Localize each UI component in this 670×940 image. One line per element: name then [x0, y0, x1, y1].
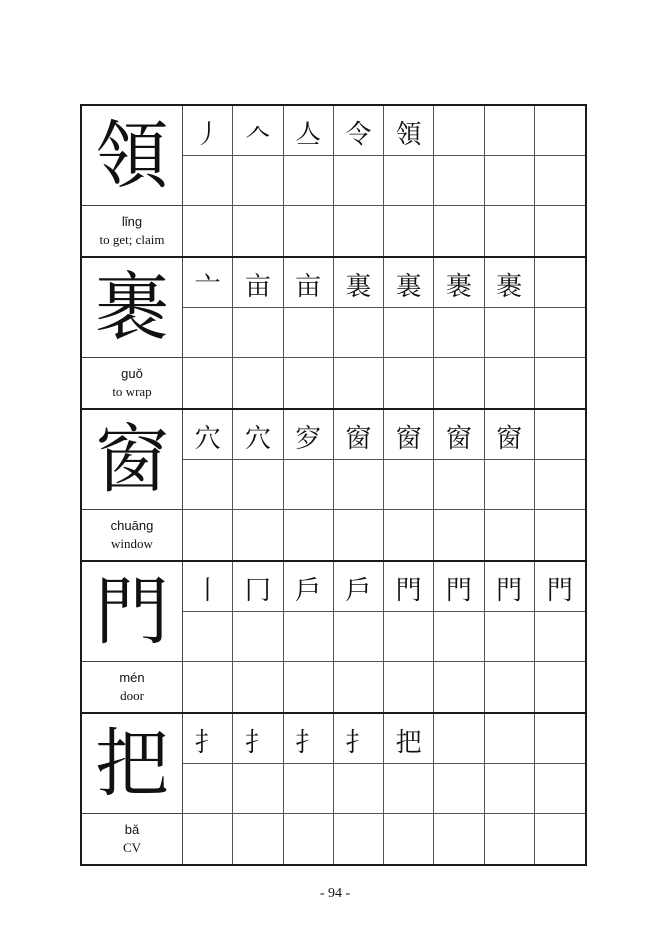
- stroke-order-cell: [384, 106, 434, 156]
- model-character: 領: [95, 112, 169, 199]
- practice-cell: [183, 612, 233, 662]
- practice-cell: [384, 308, 434, 358]
- character-block: [82, 410, 585, 562]
- stroke-step: 窗: [445, 424, 472, 454]
- stroke-order-cell: [233, 714, 283, 764]
- practice-cell: [183, 662, 233, 712]
- practice-cell: [434, 814, 484, 864]
- meaning: CV: [122, 840, 142, 855]
- practice-cell: [434, 662, 484, 712]
- stroke-order-cell: [384, 562, 434, 612]
- stroke-order-cell: [183, 106, 233, 156]
- stroke-step: 門: [496, 576, 523, 606]
- pinyin: lǐng: [121, 214, 143, 230]
- character-block: [82, 714, 585, 866]
- stroke-step: 亩: [295, 272, 322, 302]
- practice-cell: [384, 764, 434, 814]
- meaning: door: [120, 688, 144, 703]
- practice-cell: [183, 460, 233, 510]
- stroke-order-cell: [485, 258, 535, 308]
- stroke-step: 扌: [345, 728, 372, 758]
- label-cell: [82, 358, 183, 408]
- practice-cell: [183, 156, 233, 206]
- practice-cell: [284, 510, 334, 560]
- model-character: 把: [95, 720, 169, 807]
- practice-cell: [384, 814, 434, 864]
- practice-cell: [284, 156, 334, 206]
- practice-cell: [183, 206, 233, 256]
- character-block: [82, 258, 585, 410]
- stroke-step: 戶: [345, 576, 372, 606]
- stroke-step: 窗: [345, 424, 372, 454]
- practice-cell: [233, 662, 283, 712]
- stroke-order-cell: [434, 106, 484, 156]
- practice-cell: [233, 814, 283, 864]
- model-character-cell: [82, 410, 183, 510]
- stroke-order-cell: [434, 714, 484, 764]
- stroke-order-cell: [485, 562, 535, 612]
- stroke-order-cell: [334, 106, 384, 156]
- practice-cell: [535, 308, 585, 358]
- practice-cell: [334, 612, 384, 662]
- stroke-step: 門: [445, 576, 472, 606]
- practice-cell: [334, 814, 384, 864]
- pinyin: guǒ: [121, 366, 143, 382]
- stroke-step: 窗: [395, 424, 422, 454]
- stroke-order-cell: [334, 258, 384, 308]
- practice-cell: [434, 206, 484, 256]
- model-character-cell: [82, 258, 183, 358]
- practice-cell: [183, 764, 233, 814]
- practice-cell: [284, 764, 334, 814]
- stroke-order-cell: [183, 714, 233, 764]
- practice-cell: [434, 764, 484, 814]
- practice-cell: [334, 358, 384, 408]
- stroke-step: 裹: [496, 272, 523, 302]
- practice-cell: [384, 510, 434, 560]
- practice-cell: [384, 358, 434, 408]
- stroke-step: 扌: [244, 728, 271, 758]
- stroke-order-cell: [183, 258, 233, 308]
- practice-cell: [284, 460, 334, 510]
- stroke-step: 穸: [295, 424, 322, 454]
- practice-cell: [535, 156, 585, 206]
- practice-cell: [535, 460, 585, 510]
- practice-cell: [183, 814, 233, 864]
- pinyin: bǎ: [124, 822, 140, 838]
- stroke-step: 𠆢: [244, 120, 271, 150]
- practice-cell: [233, 156, 283, 206]
- model-character: 門: [95, 568, 169, 655]
- stroke-step: 亠: [194, 272, 221, 302]
- practice-cell: [334, 308, 384, 358]
- practice-cell: [434, 460, 484, 510]
- stroke-step: 亼: [295, 120, 322, 150]
- stroke-order-cell: [284, 714, 334, 764]
- label-cell: [82, 510, 183, 560]
- pinyin: mén: [119, 670, 145, 686]
- stroke-order-cell: [485, 714, 535, 764]
- practice-cell: [233, 308, 283, 358]
- practice-cell: [434, 510, 484, 560]
- stroke-order-cell: [434, 410, 484, 460]
- practice-cell: [183, 308, 233, 358]
- stroke-step: 裏: [395, 272, 422, 302]
- meaning: to wrap: [112, 384, 152, 399]
- stroke-step: 把: [395, 728, 422, 758]
- stroke-order-cell: [183, 410, 233, 460]
- practice-cell: [284, 814, 334, 864]
- stroke-order-cell: [334, 714, 384, 764]
- stroke-order-cell: [535, 106, 585, 156]
- stroke-order-cell: [535, 714, 585, 764]
- stroke-step: 扌: [295, 728, 322, 758]
- practice-cell: [384, 460, 434, 510]
- stroke-order-cell: [284, 562, 334, 612]
- label-cell: [82, 206, 183, 256]
- stroke-order-cell: [233, 258, 283, 308]
- stroke-order-cell: [284, 410, 334, 460]
- practice-cell: [535, 510, 585, 560]
- stroke-step: 亩: [244, 272, 271, 302]
- stroke-step: 穴: [244, 424, 271, 454]
- practice-sheet: [80, 104, 587, 866]
- practice-cell: [485, 156, 535, 206]
- label-cell: [82, 662, 183, 712]
- model-character-cell: [82, 562, 183, 662]
- meaning: window: [111, 536, 153, 551]
- stroke-order-cell: [535, 562, 585, 612]
- practice-cell: [535, 358, 585, 408]
- stroke-step: 扌: [194, 728, 221, 758]
- practice-cell: [334, 662, 384, 712]
- model-character-cell: [82, 714, 183, 814]
- stroke-step: 冂: [244, 576, 271, 606]
- practice-cell: [485, 662, 535, 712]
- stroke-order-cell: [434, 562, 484, 612]
- stroke-order-cell: [384, 714, 434, 764]
- practice-cell: [284, 308, 334, 358]
- practice-cell: [384, 156, 434, 206]
- stroke-step: 裹: [445, 272, 472, 302]
- practice-cell: [485, 510, 535, 560]
- character-block: [82, 106, 585, 258]
- practice-cell: [535, 206, 585, 256]
- practice-cell: [334, 156, 384, 206]
- practice-cell: [485, 460, 535, 510]
- model-character-cell: [82, 106, 183, 206]
- stroke-order-cell: [485, 106, 535, 156]
- stroke-step: 門: [546, 576, 573, 606]
- stroke-order-cell: [535, 410, 585, 460]
- stroke-step: 戶: [295, 576, 322, 606]
- stroke-order-cell: [334, 410, 384, 460]
- practice-cell: [485, 358, 535, 408]
- practice-cell: [233, 460, 283, 510]
- practice-cell: [434, 156, 484, 206]
- model-character: 窗: [95, 416, 169, 503]
- practice-cell: [284, 612, 334, 662]
- model-character: 裹: [95, 264, 169, 351]
- practice-cell: [284, 206, 334, 256]
- stroke-step: 丨: [194, 576, 221, 606]
- stroke-step: 丿: [194, 120, 221, 150]
- stroke-order-cell: [284, 258, 334, 308]
- practice-cell: [384, 206, 434, 256]
- stroke-order-cell: [384, 410, 434, 460]
- practice-cell: [233, 510, 283, 560]
- practice-cell: [233, 358, 283, 408]
- label-cell: [82, 814, 183, 864]
- stroke-step: 領: [395, 120, 422, 150]
- stroke-order-cell: [233, 562, 283, 612]
- practice-cell: [485, 612, 535, 662]
- stroke-step: 穴: [194, 424, 221, 454]
- practice-cell: [233, 764, 283, 814]
- stroke-order-cell: [284, 106, 334, 156]
- stroke-order-cell: [334, 562, 384, 612]
- stroke-order-cell: [434, 258, 484, 308]
- meaning: to get; claim: [99, 232, 165, 247]
- practice-cell: [384, 662, 434, 712]
- stroke-step: 裏: [345, 272, 372, 302]
- pinyin: chuāng: [110, 518, 154, 534]
- practice-cell: [485, 206, 535, 256]
- practice-cell: [334, 510, 384, 560]
- stroke-order-cell: [233, 410, 283, 460]
- practice-cell: [535, 814, 585, 864]
- practice-cell: [485, 764, 535, 814]
- stroke-order-cell: [183, 562, 233, 612]
- practice-cell: [334, 764, 384, 814]
- stroke-order-cell: [535, 258, 585, 308]
- practice-cell: [485, 814, 535, 864]
- practice-cell: [233, 206, 283, 256]
- practice-cell: [183, 358, 233, 408]
- practice-cell: [284, 358, 334, 408]
- practice-cell: [384, 612, 434, 662]
- practice-cell: [334, 206, 384, 256]
- practice-cell: [434, 308, 484, 358]
- character-block: [82, 562, 585, 714]
- practice-cell: [334, 460, 384, 510]
- practice-cell: [183, 510, 233, 560]
- stroke-step: 門: [395, 576, 422, 606]
- practice-cell: [535, 662, 585, 712]
- practice-cell: [434, 358, 484, 408]
- practice-cell: [233, 612, 283, 662]
- practice-cell: [485, 308, 535, 358]
- stroke-step: 窗: [496, 424, 523, 454]
- stroke-step: 令: [345, 120, 372, 150]
- stroke-order-cell: [384, 258, 434, 308]
- practice-cell: [535, 612, 585, 662]
- practice-cell: [434, 612, 484, 662]
- page-number: - 94 -: [319, 886, 351, 901]
- stroke-order-cell: [485, 410, 535, 460]
- practice-cell: [535, 764, 585, 814]
- practice-cell: [284, 662, 334, 712]
- stroke-order-cell: [233, 106, 283, 156]
